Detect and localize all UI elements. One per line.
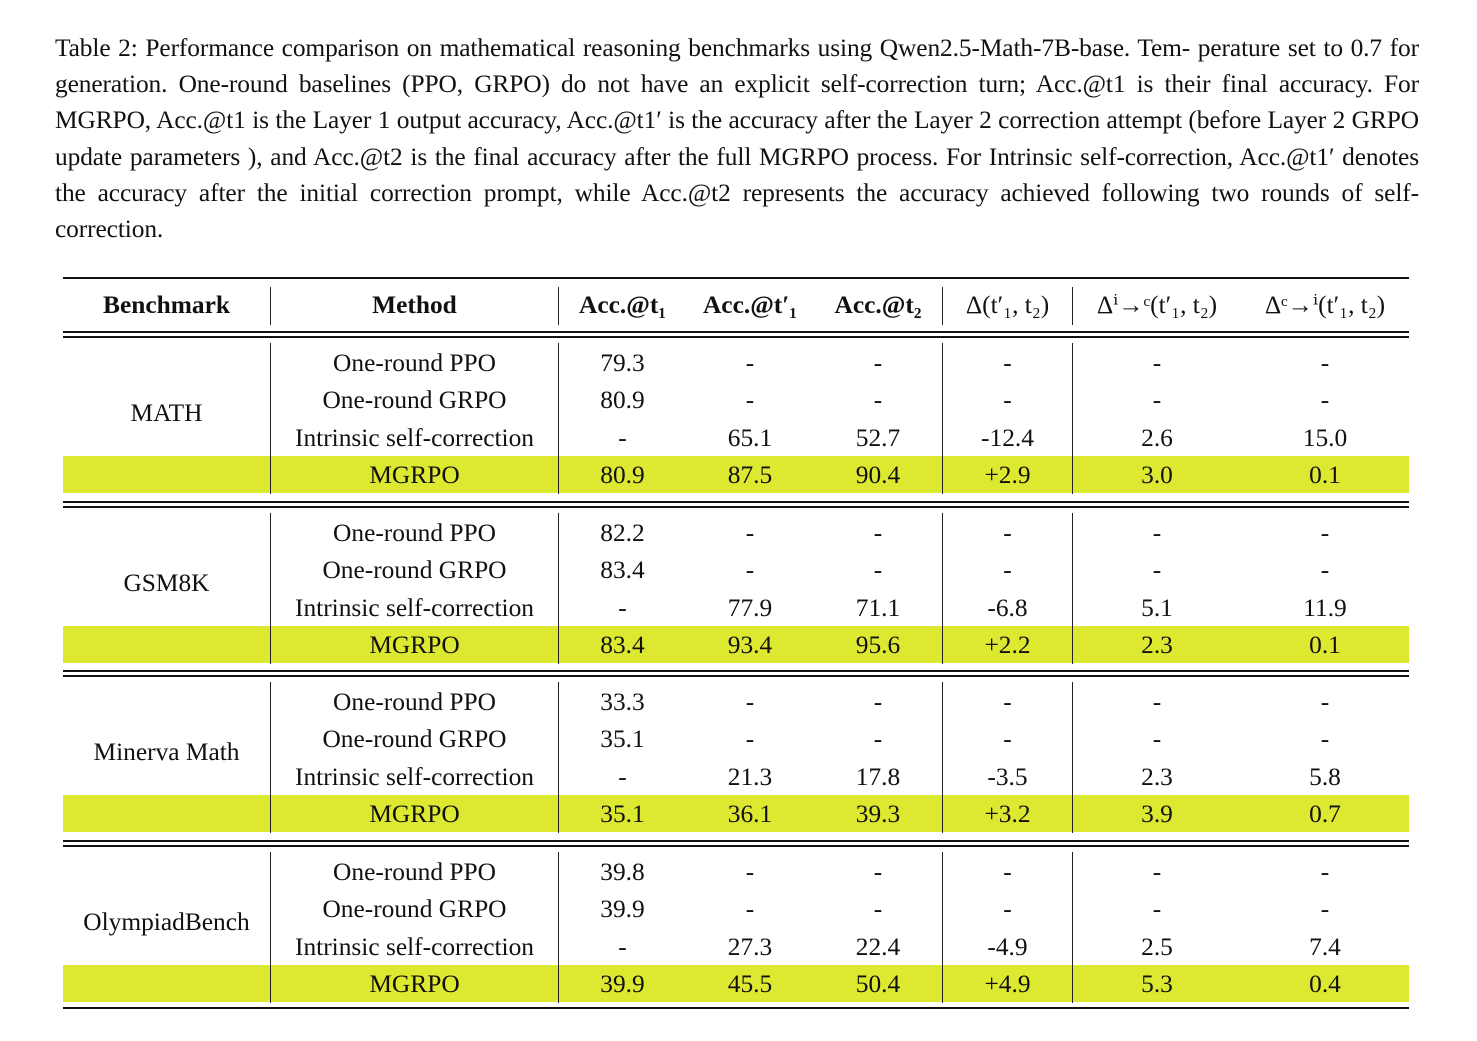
delta-cell: +2.2 xyxy=(984,630,1031,659)
method-cell: MGRPO xyxy=(369,799,460,828)
delta-ic-cell: 5.1 xyxy=(1141,593,1173,622)
delta-ic-cell: 2.6 xyxy=(1141,423,1173,452)
delta-cell: +3.2 xyxy=(984,799,1031,828)
delta-ci-cell: 5.8 xyxy=(1309,762,1341,791)
method-cell: One-round PPO xyxy=(333,858,496,886)
acc-t2-cell: 50.4 xyxy=(855,969,901,998)
acc-t1-prime-cell: - xyxy=(745,349,755,377)
acc-t2-cell: - xyxy=(873,895,883,924)
acc-t1-cell: 33.3 xyxy=(600,688,645,716)
benchmark-label: OlympiadBench xyxy=(83,907,250,936)
delta-cell: -6.8 xyxy=(987,593,1028,622)
acc-t1-prime-cell: 45.5 xyxy=(727,969,773,998)
column-divider xyxy=(942,513,943,664)
acc-t1-cell: 39.9 xyxy=(600,895,645,924)
benchmark-label: GSM8K xyxy=(123,568,210,597)
delta-cell: - xyxy=(1003,858,1012,886)
acc-t1-prime-cell: 77.9 xyxy=(727,593,773,622)
acc-t2-cell: - xyxy=(873,556,883,585)
group-double-rule xyxy=(63,501,1409,503)
delta-ci-cell: 0.7 xyxy=(1309,799,1341,828)
acc-t1-cell: - xyxy=(618,932,627,961)
delta-cell: - xyxy=(1003,349,1012,377)
method-cell: One-round PPO xyxy=(333,688,496,716)
delta-ci-cell: - xyxy=(1320,519,1330,547)
acc-t1-prime-cell: 36.1 xyxy=(727,799,773,828)
acc-t1-cell: 79.3 xyxy=(600,349,645,377)
acc-t1-cell: 39.9 xyxy=(600,969,645,998)
benchmark-label: Minerva Math xyxy=(93,737,240,766)
header-divider xyxy=(270,287,271,325)
group-double-rule xyxy=(63,336,1409,338)
acc-t1-cell: - xyxy=(618,762,627,791)
acc-t1-prime-cell: - xyxy=(745,519,755,547)
method-cell: One-round PPO xyxy=(333,349,496,377)
delta-ci-cell: - xyxy=(1320,556,1330,585)
acc-t1-prime-cell: - xyxy=(745,386,755,415)
delta-ci-cell: - xyxy=(1320,858,1330,886)
method-cell: One-round GRPO xyxy=(322,556,507,585)
acc-t1-cell: 35.1 xyxy=(600,725,645,754)
acc-t2-cell: - xyxy=(873,725,883,754)
column-divider xyxy=(558,852,559,1003)
acc-t2-cell: 71.1 xyxy=(855,593,901,622)
delta-ci-cell: 0.4 xyxy=(1309,969,1341,998)
column-divider xyxy=(270,513,271,664)
group-double-rule xyxy=(63,670,1409,672)
benchmark-label: MATH xyxy=(130,398,203,427)
acc-t2-cell: - xyxy=(873,688,883,716)
delta-cell: - xyxy=(1003,556,1012,585)
method-cell: One-round GRPO xyxy=(322,895,507,924)
delta-ic-cell: - xyxy=(1152,858,1162,886)
method-cell: Intrinsic self-correction xyxy=(295,593,534,622)
acc-t2-cell: 17.8 xyxy=(855,762,901,791)
top-rule xyxy=(63,277,1409,279)
column-divider xyxy=(270,343,271,494)
method-cell: Intrinsic self-correction xyxy=(295,932,534,961)
acc-t1-cell: 83.4 xyxy=(600,556,645,585)
caption-line-5: the full MGRPO process. For Intrinsic self-correction, Acc.@t1′ denotes the accuracy after the initial correction xyxy=(55,142,1420,207)
acc-t1-cell: - xyxy=(618,423,627,452)
delta-ci-cell: 15.0 xyxy=(1302,423,1348,452)
header-divider xyxy=(558,287,559,325)
delta-cell: +2.9 xyxy=(984,460,1031,489)
header-delta-ic: Δⁱ→ᶜ(t′₁, t₂) xyxy=(1096,291,1218,319)
acc-t2-cell: 22.4 xyxy=(855,932,901,961)
header-benchmark: Benchmark xyxy=(103,291,230,319)
header-acc-t2: Acc.@t₂ xyxy=(834,291,922,319)
acc-t1-cell: - xyxy=(618,593,627,622)
delta-ci-cell: 11.9 xyxy=(1303,593,1347,622)
acc-t1-prime-cell: 65.1 xyxy=(727,423,773,452)
caption-line-2: perature set to 0.7 for generation. One-round baselines (PPO, GRPO) do not have an explicit self-correction turn; xyxy=(55,34,1419,99)
header-method: Method xyxy=(372,291,457,319)
acc-t2-cell: - xyxy=(873,519,883,547)
delta-ci-cell: - xyxy=(1320,349,1330,377)
column-divider xyxy=(558,343,559,494)
delta-cell: - xyxy=(1003,688,1012,716)
delta-ic-cell: - xyxy=(1152,688,1162,716)
delta-ic-cell: - xyxy=(1152,725,1162,754)
acc-t2-cell: - xyxy=(873,858,883,886)
delta-ci-cell: - xyxy=(1320,895,1330,924)
delta-ic-cell: - xyxy=(1152,519,1162,547)
acc-t1-prime-cell: - xyxy=(745,688,755,716)
column-divider xyxy=(1072,513,1073,664)
delta-cell: - xyxy=(1003,895,1012,924)
acc-t1-prime-cell: - xyxy=(745,725,755,754)
delta-ic-cell: 3.9 xyxy=(1141,799,1173,828)
acc-t1-cell: 82.2 xyxy=(600,519,645,547)
column-divider xyxy=(558,513,559,664)
caption-line-6: prompt, while Acc.@t2 represents the accuracy achieved following two rounds of self-correction. xyxy=(55,178,1419,244)
header-delta: Δ(t′₁, t₂) xyxy=(965,291,1050,319)
column-divider xyxy=(270,682,271,833)
acc-t1-cell: 80.9 xyxy=(600,460,645,489)
header-delta-ci: Δᶜ→ⁱ(t′₁, t₂) xyxy=(1264,291,1386,319)
column-divider xyxy=(558,682,559,833)
group-double-rule xyxy=(63,845,1409,847)
acc-t1-prime-cell: - xyxy=(745,858,755,886)
delta-ci-cell: 7.4 xyxy=(1309,932,1341,961)
delta-ci-cell: - xyxy=(1320,386,1330,415)
method-cell: One-round GRPO xyxy=(322,725,507,754)
header-divider xyxy=(1072,287,1073,325)
group-double-rule xyxy=(63,675,1409,677)
delta-cell: +4.9 xyxy=(984,969,1031,998)
delta-cell: - xyxy=(1003,386,1012,415)
column-divider xyxy=(942,682,943,833)
caption-label: Table 2: xyxy=(55,34,138,62)
delta-cell: -4.9 xyxy=(987,932,1028,961)
delta-ic-cell: - xyxy=(1152,386,1162,415)
delta-ic-cell: 5.3 xyxy=(1141,969,1173,998)
method-cell: One-round PPO xyxy=(333,519,496,547)
acc-t1-cell: 39.8 xyxy=(600,858,645,886)
acc-t2-cell: 39.3 xyxy=(855,799,901,828)
column-divider xyxy=(942,852,943,1003)
acc-t1-prime-cell: 87.5 xyxy=(727,460,773,489)
acc-t1-prime-cell: - xyxy=(745,556,755,585)
method-cell: MGRPO xyxy=(369,630,460,659)
method-cell: MGRPO xyxy=(369,460,460,489)
delta-ic-cell: - xyxy=(1152,895,1162,924)
group-double-rule xyxy=(63,840,1409,842)
column-divider xyxy=(1072,682,1073,833)
delta-cell: - xyxy=(1003,519,1012,547)
delta-ic-cell: 2.3 xyxy=(1141,762,1173,791)
acc-t2-cell: - xyxy=(873,386,883,415)
column-divider xyxy=(270,852,271,1003)
acc-t2-cell: 52.7 xyxy=(855,423,901,452)
acc-t1-prime-cell: - xyxy=(745,895,755,924)
method-cell: Intrinsic self-correction xyxy=(295,423,534,452)
delta-ci-cell: - xyxy=(1320,688,1330,716)
acc-t2-cell: 90.4 xyxy=(855,460,901,489)
acc-t1-cell: 80.9 xyxy=(600,386,645,415)
acc-t1-prime-cell: 21.3 xyxy=(727,762,773,791)
column-divider xyxy=(1072,343,1073,494)
method-cell: Intrinsic self-correction xyxy=(295,762,534,791)
delta-cell: - xyxy=(1003,725,1012,754)
header-acc-t1: Acc.@t₁ xyxy=(579,291,666,319)
bottom-rule xyxy=(63,1007,1409,1009)
delta-ci-cell: 0.1 xyxy=(1309,630,1341,659)
delta-ic-cell: 3.0 xyxy=(1141,460,1173,489)
delta-ic-cell: - xyxy=(1152,556,1162,585)
acc-t1-prime-cell: 93.4 xyxy=(727,630,773,659)
acc-t2-cell: - xyxy=(873,349,883,377)
acc-t1-cell: 35.1 xyxy=(600,799,645,828)
caption-line-4: the Layer 2 correction attempt (before Layer 2 GRPO update parameters ), and Acc.@t2 is the final accuracy after xyxy=(55,106,1419,171)
delta-ic-cell: 2.5 xyxy=(1141,932,1173,961)
method-cell: MGRPO xyxy=(369,969,460,998)
table-caption xyxy=(55,30,1419,247)
group-double-rule xyxy=(63,331,1409,333)
header-divider xyxy=(942,287,943,325)
delta-ci-cell: - xyxy=(1320,725,1330,754)
method-cell: One-round GRPO xyxy=(322,386,507,415)
delta-ic-cell: 2.3 xyxy=(1141,630,1173,659)
column-divider xyxy=(942,343,943,494)
acc-t1-cell: 83.4 xyxy=(600,630,645,659)
delta-cell: -3.5 xyxy=(987,762,1028,791)
delta-ci-cell: 0.1 xyxy=(1309,460,1341,489)
header-acc-t1-prime: Acc.@t′₁ xyxy=(702,291,798,319)
group-double-rule xyxy=(63,506,1409,508)
acc-t2-cell: 95.6 xyxy=(855,630,901,659)
column-divider xyxy=(1072,852,1073,1003)
caption-line-1: Performance comparison on mathematical reasoning benchmarks using Qwen2.5-Math-7B-base. Tem- xyxy=(145,34,1191,62)
delta-ic-cell: - xyxy=(1152,349,1162,377)
delta-cell: -12.4 xyxy=(981,423,1034,452)
acc-t1-prime-cell: 27.3 xyxy=(727,932,773,961)
caption-line-3: Acc.@t1 is their final accuracy. For MGRPO, Acc.@t1 is the Layer 1 output accuracy, Acc.@t1′ is the accuracy after xyxy=(55,70,1419,135)
